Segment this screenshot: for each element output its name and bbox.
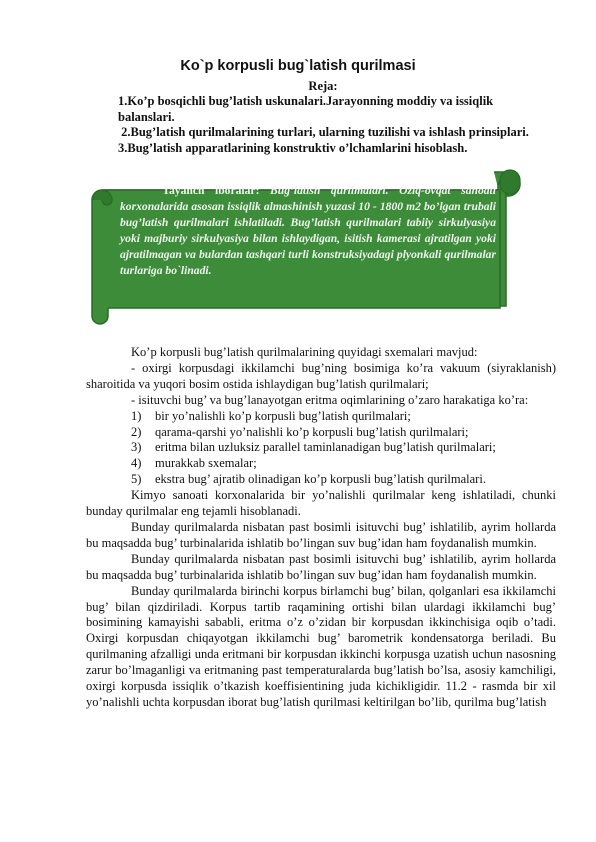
paragraph: Bunday qurilmalarda nisbatan past bosimli isituvchi bug’ ishlatilib, ayrim hollarda bu maqsadda bug’ turbinalarida ishlatib bo’lingan suv bug’idan ham foydanalish mumkin. (86, 551, 556, 582)
list-number: 2) (131, 424, 142, 439)
callout-lead: Tayanch iboralar: (162, 184, 260, 197)
paragraph: Ko’p korpusli bug’latish qurilmalarining quyidagi sxemalari mavjud: (131, 345, 478, 359)
list-item (86, 472, 556, 488)
paragraph: Kimyo sanoati korxonalarida bir yo’nalishli qurilmalar keng ishlatiladi, chunki bunday qurilmalar eng tejamli hisoblanadi. (86, 488, 556, 519)
plan-item: 2.Bug’latish qurilmalarining turlari, ularning tuzilishi va ishlash prinsiplari. (118, 125, 529, 139)
list-number: 4) (131, 456, 142, 471)
list-text: ekstra bug’ ajratib olinadigan ko’p korpusli bug’latish qurilmalari. (155, 472, 486, 487)
plan-list (118, 94, 538, 156)
plan-item: 3.Bug’latish apparatlarining konstruktiv o’lchamlarini hisoblash. (118, 140, 468, 155)
callout-text (120, 183, 496, 279)
list-text: murakkab sxemalar; (155, 456, 257, 471)
list-item (86, 409, 556, 425)
plan-heading: Reja: (308, 79, 338, 93)
plan-item: 1.Ko’p bosqichli bug’latish uskunalari.Jarayonning moddiy va issiqlik balanslari. (118, 94, 494, 124)
paragraph: Bunday qurilmalarda nisbatan past bosimli isituvchi bug’ ishlatilib, ayrim hollarda bu maqsadda bug’ turbinalarida ishlatib bo’lingan suv bug’idan ham foydanalish mumkin. (86, 519, 556, 550)
list-text: eritma bilan uzluksiz parallel taminlanadigan bug’latish qurilmalari; (155, 440, 496, 455)
list-item (86, 456, 556, 472)
paragraph: - oxirgi korpusdagi ikkilamchi bug’ning bosimiga ko’ra vakuum (siyraklanish) sharoitida va yuqori bosim ostida ishlaydigan bug’latish qurilmalari; (86, 360, 556, 391)
main-text (86, 345, 556, 711)
paragraph: Bunday qurilmalarda birinchi korpus birlamchi bug’ bilan, qolganlari esa ikkilamchi bug’ bilan qizdiriladi. Korpus tartib raqamining ortishi bilan ulardagi ikkilamchi bug’ bosimining kamayishi sababli, eritma o’z o’zidan bir korpusdan ikkinchisiga oqib o’tadi. Oxirgi korpusdan chiqayotgan ikkilamchi bug’ barometrik kondensatorga beriladi. Bu qurilmaning afzalligi unda eritmani bir korpusdan ikkinchi korpusga uzatish uchun nasosning zarur bo’lmaganligi va eritmaning past temperaturalarda bug’latish bo’lsa, asosiy kamchiligi, oxirgi korpusda issiqlik o’tkazish koeffisientining juda kichikligidir. 11.2 - rasmda bir xil yo’nalishli uchta korpusdan iborat bug’latish qurilmasi keltirilgan bo’lib, qurilma bug’latish (86, 583, 556, 709)
list-item (86, 425, 556, 441)
list-text: bir yo’nalishli ko’p korpusli bug’latish qurilmalari; (155, 408, 411, 423)
list-number: 3) (131, 440, 142, 455)
page-title: Ko`p korpusli bug`latish qurilmasi (180, 58, 416, 74)
list-number: 1) (131, 408, 142, 423)
list-text: qarama-qarshi yo’nalishli ko’p korpusli bug’latish qurilmalari; (155, 424, 469, 439)
paragraph: - isituvchi bug’ va bug’lanayotgan eritma oqimlarining o’zaro harakatiga ko’ra: (131, 392, 529, 407)
callout-body: Bug’latish qurilmalari. Oziq-ovqat sanoati korxonalarida asosan issiqlik almashinish yuzasi 10 - 1800 m2 bo’lgan trubali bug’latish qurilmalari ishlatiladi. Bug’latish qurilmalari tabiiy sirkulyasiya yoki majburiy sirkulyasiya bilan ishlaydigan, isitish kamerasi ajratilgan yoki ajratilmagan va bulardan tashqari turli konstruksiyadagi plyonkali qurilmalar turlariga bo`linadi. (120, 184, 497, 277)
list-item (86, 440, 556, 456)
list-number: 5) (131, 472, 142, 487)
